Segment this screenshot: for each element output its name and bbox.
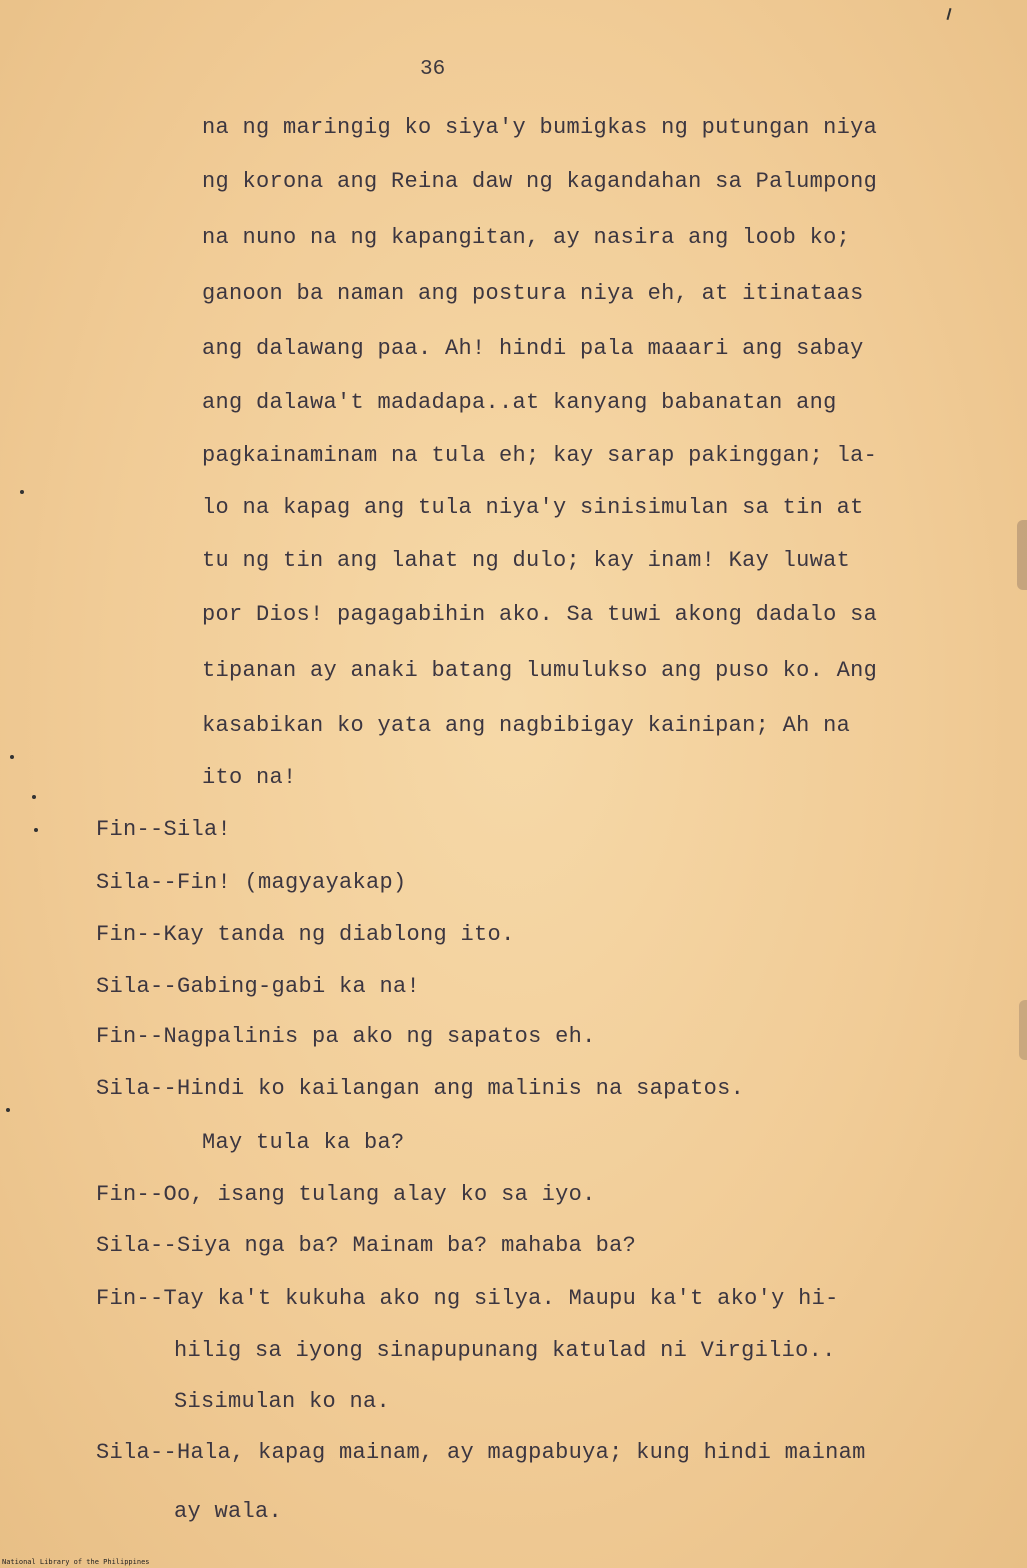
margin-speck: [34, 828, 38, 832]
text-line: na nuno na ng kapangitan, ay nasira ang loob ko;: [202, 225, 851, 250]
text-line: ng korona ang Reina daw ng kagandahan sa Palumpong: [202, 169, 878, 194]
text-line: tu ng tin ang lahat ng dulo; kay inam! Kay luwat: [202, 548, 851, 573]
text-line: ganoon ba naman ang postura niya eh, at itinataas: [202, 281, 864, 306]
text-line: ang dalawang paa. Ah! hindi pala maaari ang sabay: [202, 336, 864, 361]
dialogue-line: Fin--Sila!: [96, 817, 232, 842]
dialogue-line: Sila--Hindi ko kailangan ang malinis na sapatos.: [96, 1076, 745, 1101]
text-line: pagkainaminam na tula eh; kay sarap pakinggan; la-: [202, 443, 878, 468]
margin-speck: [20, 490, 24, 494]
page-edge-shadow: [1019, 1000, 1027, 1060]
dialogue-line: Sila--Fin! (magyayakap): [96, 870, 407, 895]
page-edge-shadow: [1017, 520, 1027, 590]
dialogue-continuation: Sisimulan ko na.: [174, 1389, 391, 1414]
text-line: por Dios! pagagabihin ako. Sa tuwi akong dadalo sa: [202, 602, 878, 627]
text-line: na ng maringig ko siya'y bumigkas ng putungan niya: [202, 115, 878, 140]
text-line: kasabikan ko yata ang nagbibigay kainipan; Ah na: [202, 713, 851, 738]
dialogue-line: Fin--Tay ka't kukuha ako ng silya. Maupu ka't ako'y hi-: [96, 1286, 839, 1311]
dialogue-line: Sila--Gabing-gabi ka na!: [96, 974, 421, 999]
dialogue-continuation: ay wala.: [174, 1499, 283, 1524]
dialogue-line: Sila--Hala, kapag mainam, ay magpabuya; kung hindi mainam: [96, 1440, 866, 1465]
dialogue-continuation: May tula ka ba?: [202, 1130, 405, 1155]
library-footer: National Library of the Philippines: [2, 1558, 150, 1566]
dialogue-line: Sila--Siya nga ba? Mainam ba? mahaba ba?: [96, 1233, 637, 1258]
margin-speck: [32, 795, 36, 799]
dialogue-line: Fin--Nagpalinis pa ako ng sapatos eh.: [96, 1024, 596, 1049]
text-line: ang dalawa't madadapa..at kanyang babanatan ang: [202, 390, 837, 415]
margin-speck: [6, 1108, 10, 1112]
page-number: 36: [420, 58, 446, 81]
text-line: lo na kapag ang tula niya'y sinisimulan sa tin at: [202, 495, 864, 520]
margin-speck: [10, 755, 14, 759]
dialogue-line: Fin--Kay tanda ng diablong ito.: [96, 922, 515, 947]
dialogue-line: Fin--Oo, isang tulang alay ko sa iyo.: [96, 1182, 596, 1207]
dialogue-continuation: hilig sa iyong sinapupunang katulad ni Virgilio..: [174, 1338, 836, 1363]
text-line: ito na!: [202, 765, 297, 790]
text-line: tipanan ay anaki batang lumulukso ang puso ko. Ang: [202, 658, 878, 683]
